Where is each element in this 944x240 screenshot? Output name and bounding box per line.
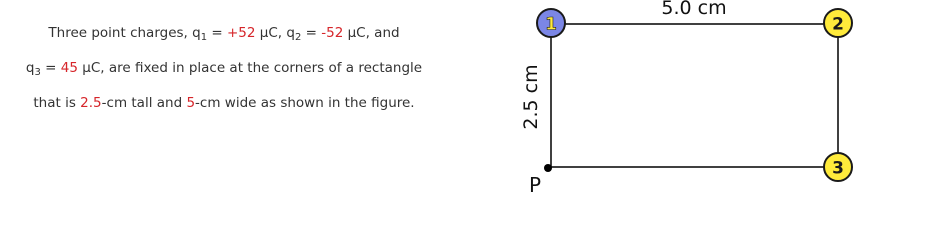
width-value: 5 (186, 95, 196, 111)
problem-text-segment: μC, and (343, 25, 400, 41)
q2-value: -52 (321, 25, 344, 41)
problem-text-segment: = (207, 25, 227, 41)
problem-line-3 (14, 88, 434, 118)
charge-rectangle-figure (500, 0, 944, 216)
width-label: 5.0 cm (661, 0, 727, 19)
charge-1-marker (537, 9, 565, 37)
problem-text-segment: Three point charges, q (48, 25, 201, 41)
subscript-2: 2 (294, 32, 302, 43)
charge-2-label: 2 (832, 14, 844, 35)
problem-text-segment: q (25, 60, 35, 76)
q1-value: +52 (226, 25, 256, 41)
subscript-3: 3 (34, 67, 41, 78)
problem-text-segment: = (40, 60, 61, 76)
problem-text-segment: μC, q (255, 25, 295, 41)
point-p-dot (544, 164, 552, 172)
point-p-label: P (528, 173, 542, 197)
problem-text-segment: -cm wide as shown in the figure. (195, 95, 415, 111)
height-label: 2.5 cm (520, 64, 542, 130)
q3-value: 45 (60, 60, 78, 76)
charge-3-label: 3 (832, 158, 844, 179)
charge-2-marker (824, 9, 852, 37)
problem-text-segment: = (301, 25, 322, 41)
charge-1-label: 1 (545, 14, 557, 35)
height-value: 2.5 (80, 95, 102, 111)
problem-line-1 (14, 18, 434, 53)
problem-text-segment: μC, are fixed in place at the corners of a rectangle (77, 60, 423, 76)
problem-text-segment: that is (33, 95, 81, 111)
subscript-1: 1 (200, 32, 208, 43)
problem-line-2 (14, 53, 434, 88)
figure-svg (500, 0, 944, 216)
problem-text-segment: -cm tall and (101, 95, 187, 111)
problem-statement (14, 18, 434, 118)
charge-3-marker (824, 153, 852, 181)
